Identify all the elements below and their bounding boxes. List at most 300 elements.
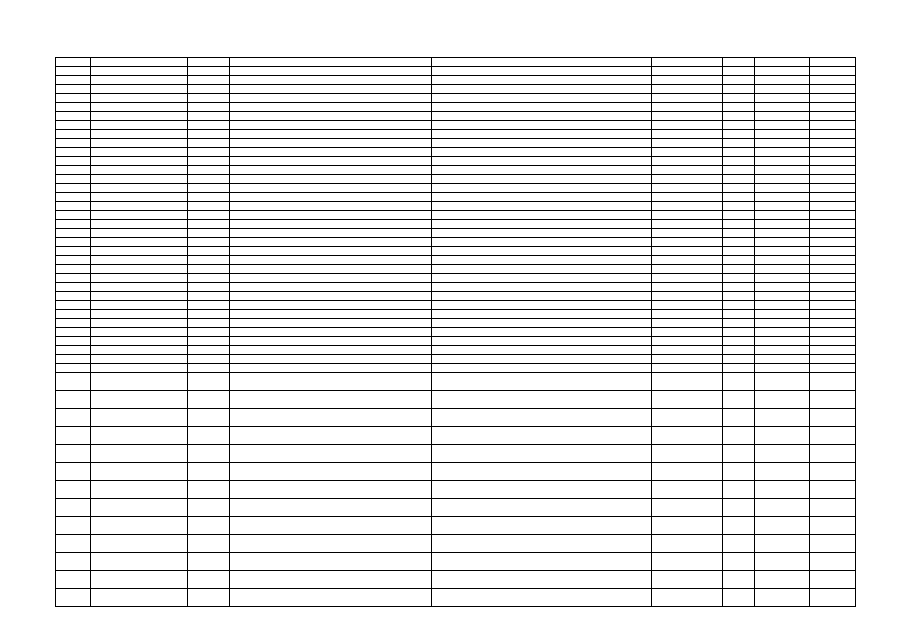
table-cell [230, 517, 432, 535]
table-cell [652, 175, 723, 184]
table-cell [652, 535, 723, 553]
table-cell [188, 184, 230, 193]
table-cell [432, 553, 652, 571]
table-cell [230, 94, 432, 103]
table-cell [810, 499, 856, 517]
table-cell [56, 427, 91, 445]
table-cell [91, 220, 188, 229]
table-cell [56, 283, 91, 292]
table-cell [188, 319, 230, 328]
table-cell [723, 481, 755, 499]
table-cell [810, 211, 856, 220]
table-cell [755, 220, 810, 229]
table-cell [432, 589, 652, 607]
table-cell [188, 229, 230, 238]
table-row [56, 211, 856, 220]
table-cell [652, 364, 723, 373]
table-cell [723, 535, 755, 553]
table-cell [652, 94, 723, 103]
table-cell [230, 283, 432, 292]
table-row [56, 517, 856, 535]
table-cell [56, 265, 91, 274]
table-cell [188, 193, 230, 202]
table-cell [652, 355, 723, 364]
table-cell [810, 364, 856, 373]
table-cell [755, 337, 810, 346]
table-cell [188, 481, 230, 499]
table-cell [810, 220, 856, 229]
table-cell [56, 139, 91, 148]
table-cell [91, 445, 188, 463]
table-cell [56, 94, 91, 103]
table-cell [652, 301, 723, 310]
table-cell [230, 301, 432, 310]
table-cell [188, 445, 230, 463]
table-cell [432, 175, 652, 184]
table-cell [188, 301, 230, 310]
table-cell [810, 85, 856, 94]
table-cell [755, 553, 810, 571]
table-cell [56, 220, 91, 229]
table-cell [56, 130, 91, 139]
table-cell [56, 301, 91, 310]
table-cell [723, 301, 755, 310]
table-cell [810, 301, 856, 310]
table-cell [230, 229, 432, 238]
table-cell [91, 265, 188, 274]
table-cell [188, 175, 230, 184]
table-cell [91, 517, 188, 535]
table-cell [652, 337, 723, 346]
table-cell [723, 364, 755, 373]
table-cell [810, 571, 856, 589]
table-cell [432, 121, 652, 130]
table-cell [810, 193, 856, 202]
table-cell [810, 148, 856, 157]
table-cell [652, 139, 723, 148]
table-cell [652, 481, 723, 499]
table-cell [91, 373, 188, 391]
table-cell [810, 481, 856, 499]
table-cell [652, 67, 723, 76]
table-cell [432, 103, 652, 112]
table-cell [230, 166, 432, 175]
table-cell [755, 238, 810, 247]
table-cell [188, 148, 230, 157]
table-cell [810, 157, 856, 166]
table-cell [188, 247, 230, 256]
table-cell [91, 247, 188, 256]
table-cell [723, 202, 755, 211]
table-cell [91, 112, 188, 121]
table-cell [91, 121, 188, 130]
table-cell [652, 292, 723, 301]
table-cell [230, 238, 432, 247]
table-row [56, 499, 856, 517]
table-cell [432, 373, 652, 391]
table-cell [652, 427, 723, 445]
table-row [56, 256, 856, 265]
table-cell [723, 193, 755, 202]
table-cell [723, 589, 755, 607]
table-cell [432, 310, 652, 319]
table-cell [810, 517, 856, 535]
table-row [56, 445, 856, 463]
table-cell [56, 337, 91, 346]
table-cell [652, 103, 723, 112]
table-cell [723, 112, 755, 121]
table-row [56, 328, 856, 337]
table-cell [652, 265, 723, 274]
table-cell [723, 229, 755, 238]
table-cell [91, 175, 188, 184]
table-row [56, 202, 856, 211]
table-cell [755, 265, 810, 274]
table-cell [230, 310, 432, 319]
table-cell [432, 130, 652, 139]
table-cell [810, 121, 856, 130]
table-cell [91, 85, 188, 94]
table-cell [432, 301, 652, 310]
table-cell [188, 328, 230, 337]
table-cell [188, 202, 230, 211]
table-cell [652, 517, 723, 535]
table-cell [230, 373, 432, 391]
table-cell [230, 499, 432, 517]
table-cell [432, 427, 652, 445]
table-cell [652, 76, 723, 85]
table-cell [723, 553, 755, 571]
table-cell [810, 373, 856, 391]
table-cell [230, 112, 432, 121]
table-cell [230, 589, 432, 607]
table-cell [91, 103, 188, 112]
table-cell [432, 58, 652, 67]
table-cell [188, 553, 230, 571]
table-cell [810, 346, 856, 355]
table-cell [56, 517, 91, 535]
table-cell [188, 139, 230, 148]
table-cell [56, 274, 91, 283]
table-cell [723, 427, 755, 445]
table-cell [188, 121, 230, 130]
table-cell [723, 220, 755, 229]
table-cell [56, 238, 91, 247]
table-cell [810, 391, 856, 409]
table-cell [56, 355, 91, 364]
table-cell [810, 265, 856, 274]
table-cell [56, 202, 91, 211]
table-cell [723, 85, 755, 94]
table-cell [723, 310, 755, 319]
table-cell [230, 364, 432, 373]
table-cell [810, 589, 856, 607]
table-cell [230, 535, 432, 553]
table-cell [432, 346, 652, 355]
table-cell [91, 589, 188, 607]
table-row [56, 148, 856, 157]
table-cell [188, 535, 230, 553]
table-cell [91, 67, 188, 76]
table-cell [755, 328, 810, 337]
table-cell [91, 148, 188, 157]
table-row [56, 157, 856, 166]
table-cell [755, 67, 810, 76]
table-cell [188, 346, 230, 355]
table-cell [432, 184, 652, 193]
table-cell [56, 58, 91, 67]
table-cell [723, 355, 755, 364]
table-cell [188, 292, 230, 301]
table-cell [91, 499, 188, 517]
table-cell [91, 346, 188, 355]
table-cell [755, 256, 810, 265]
table-cell [56, 256, 91, 265]
table-cell [56, 211, 91, 220]
table-cell [755, 346, 810, 355]
table-cell [723, 103, 755, 112]
table-cell [56, 481, 91, 499]
table-cell [652, 184, 723, 193]
table-cell [432, 220, 652, 229]
table-cell [810, 139, 856, 148]
table-cell [755, 76, 810, 85]
table-cell [432, 139, 652, 148]
table-cell [56, 184, 91, 193]
table-cell [56, 229, 91, 238]
table-cell [755, 130, 810, 139]
table-cell [652, 373, 723, 391]
table-row [56, 373, 856, 391]
table-cell [188, 589, 230, 607]
table-cell [652, 409, 723, 427]
table-cell [230, 427, 432, 445]
table-cell [810, 427, 856, 445]
table-cell [652, 553, 723, 571]
table-cell [652, 130, 723, 139]
table-cell [91, 355, 188, 364]
table-cell [810, 238, 856, 247]
table-row [56, 175, 856, 184]
table-row [56, 427, 856, 445]
table-row [56, 247, 856, 256]
table-cell [652, 220, 723, 229]
table-cell [230, 265, 432, 274]
table-cell [810, 256, 856, 265]
table-cell [230, 346, 432, 355]
table-cell [188, 166, 230, 175]
table-cell [755, 445, 810, 463]
table-row [56, 553, 856, 571]
table-cell [230, 202, 432, 211]
table-cell [755, 427, 810, 445]
table-cell [432, 319, 652, 328]
table-cell [432, 364, 652, 373]
table-cell [652, 283, 723, 292]
table-cell [755, 391, 810, 409]
table-cell [91, 337, 188, 346]
table-cell [810, 292, 856, 301]
table-cell [432, 67, 652, 76]
table-cell [91, 283, 188, 292]
table-cell [755, 121, 810, 130]
table-cell [91, 94, 188, 103]
table-row [56, 112, 856, 121]
table-cell [723, 445, 755, 463]
table-cell [188, 94, 230, 103]
table-cell [188, 85, 230, 94]
table-cell [723, 373, 755, 391]
table-cell [723, 58, 755, 67]
table-cell [230, 130, 432, 139]
table-row [56, 409, 856, 427]
data-table [55, 57, 856, 607]
table-cell [755, 85, 810, 94]
table-cell [755, 193, 810, 202]
table-cell [810, 310, 856, 319]
table-cell [91, 130, 188, 139]
table-row [56, 76, 856, 85]
table-cell [91, 166, 188, 175]
table-cell [723, 274, 755, 283]
table-cell [810, 76, 856, 85]
table-cell [432, 328, 652, 337]
table-cell [755, 112, 810, 121]
table-cell [188, 373, 230, 391]
table-cell [723, 265, 755, 274]
table-cell [723, 463, 755, 481]
table-cell [432, 247, 652, 256]
table-cell [652, 112, 723, 121]
table-cell [432, 202, 652, 211]
table-cell [755, 148, 810, 157]
table-cell [230, 355, 432, 364]
table-cell [810, 202, 856, 211]
table-cell [91, 301, 188, 310]
table-row [56, 535, 856, 553]
table-cell [91, 256, 188, 265]
table-row [56, 391, 856, 409]
table-row [56, 265, 856, 274]
table-cell [755, 211, 810, 220]
table-cell [91, 571, 188, 589]
table-cell [230, 463, 432, 481]
table-cell [810, 445, 856, 463]
table-cell [56, 193, 91, 202]
table-cell [723, 391, 755, 409]
table-cell [188, 76, 230, 85]
table-cell [432, 157, 652, 166]
table-cell [56, 157, 91, 166]
table-cell [91, 481, 188, 499]
table-cell [432, 265, 652, 274]
table-row [56, 481, 856, 499]
table-cell [91, 58, 188, 67]
table-cell [652, 571, 723, 589]
table-cell [230, 103, 432, 112]
table-cell [56, 175, 91, 184]
table-cell [723, 157, 755, 166]
table-cell [755, 364, 810, 373]
table-cell [188, 256, 230, 265]
table-cell [723, 94, 755, 103]
table-cell [755, 355, 810, 364]
table-cell [652, 346, 723, 355]
table-cell [230, 58, 432, 67]
table-cell [91, 463, 188, 481]
table-cell [91, 157, 188, 166]
table-cell [188, 283, 230, 292]
table-cell [230, 256, 432, 265]
table-cell [188, 355, 230, 364]
table-cell [810, 247, 856, 256]
table-cell [755, 409, 810, 427]
table-cell [188, 337, 230, 346]
table-cell [652, 589, 723, 607]
table-cell [723, 148, 755, 157]
table-cell [652, 238, 723, 247]
table-cell [755, 58, 810, 67]
table-cell [56, 247, 91, 256]
table-cell [810, 175, 856, 184]
table-cell [810, 103, 856, 112]
table-cell [91, 535, 188, 553]
table-row [56, 292, 856, 301]
table-cell [230, 292, 432, 301]
table-cell [652, 85, 723, 94]
table-cell [810, 112, 856, 121]
table-cell [432, 463, 652, 481]
table-row [56, 310, 856, 319]
table-cell [91, 310, 188, 319]
table-cell [755, 373, 810, 391]
table-cell [755, 103, 810, 112]
table-cell [652, 193, 723, 202]
table-cell [755, 319, 810, 328]
table-cell [91, 292, 188, 301]
table-cell [432, 274, 652, 283]
table-cell [810, 355, 856, 364]
table-cell [723, 175, 755, 184]
table-cell [56, 148, 91, 157]
table-cell [810, 94, 856, 103]
table-cell [755, 274, 810, 283]
table-cell [432, 445, 652, 463]
table-row [56, 85, 856, 94]
table-cell [188, 265, 230, 274]
table-cell [432, 256, 652, 265]
table-cell [432, 337, 652, 346]
table-cell [230, 184, 432, 193]
table-cell [755, 202, 810, 211]
table-cell [755, 94, 810, 103]
table-cell [755, 229, 810, 238]
table-row [56, 319, 856, 328]
table-cell [56, 85, 91, 94]
table-cell [56, 121, 91, 130]
table-cell [723, 121, 755, 130]
table-cell [91, 184, 188, 193]
table-cell [188, 427, 230, 445]
table-row [56, 337, 856, 346]
table-cell [810, 184, 856, 193]
table-cell [723, 130, 755, 139]
table-cell [230, 139, 432, 148]
table-cell [432, 535, 652, 553]
table-cell [91, 391, 188, 409]
table-cell [652, 58, 723, 67]
table-cell [56, 445, 91, 463]
